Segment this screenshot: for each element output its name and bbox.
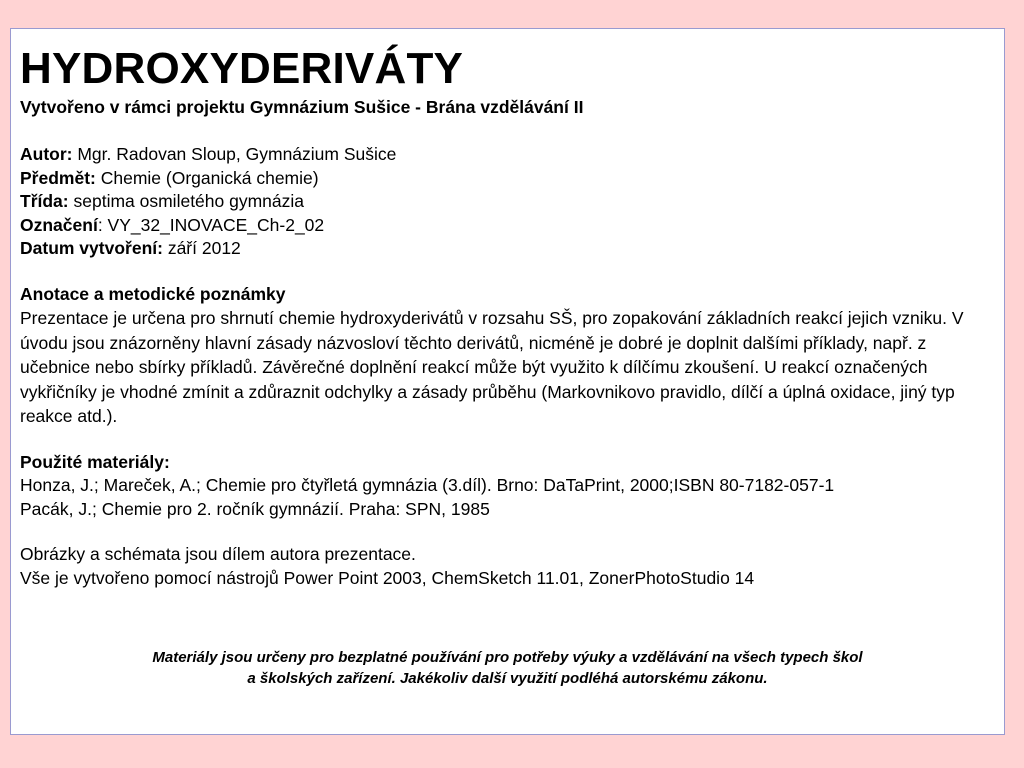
annotation-heading: Anotace a metodické poznámky [20, 283, 286, 304]
class-value: septima osmiletého gymnázia [68, 191, 305, 211]
materials-heading: Použité materiály: [20, 451, 170, 472]
spacer [20, 429, 995, 451]
license-line-2: a školských zařízení. Jakékoliv další využití podléhá autorskému zákonu. [247, 670, 768, 687]
spacer [20, 521, 995, 543]
code-value: : VY_32_INOVACE_Ch-2_02 [97, 214, 325, 235]
date-line [20, 237, 995, 261]
author-value: Mgr. Radovan Sloup, Gymnázium Sušice [72, 144, 397, 164]
spacer [20, 261, 995, 283]
project-subtitle: Vytvořeno v rámci projektu Gymnázium Sušice - Brána vzdělávání II [20, 97, 584, 117]
page-title: HYDROXYDERIVÁTY [20, 44, 464, 93]
note-line: Obrázky a schémata jsou dílem autora prezentace. [20, 544, 416, 564]
date-value: září 2012 [162, 238, 241, 258]
code-label: Označení [20, 214, 98, 235]
code-line [20, 214, 995, 238]
subject-line [20, 167, 995, 191]
material-item: Pacák, J.; Chemie pro 2. ročník gymnázií. Praha: SPN, 1985 [20, 498, 490, 519]
author-label: Autor: [20, 144, 73, 164]
license-footer [11, 647, 1004, 689]
class-label: Třída: [20, 191, 69, 211]
license-line-1: Materiály jsou určeny pro bezplatné používání pro potřeby výuky a vzdělávání na všech typech škol [152, 649, 863, 666]
subject-label: Předmět: [20, 167, 96, 188]
slide-content [20, 43, 995, 590]
subject-value: Chemie (Organická chemie) [95, 167, 319, 188]
slide [10, 28, 1005, 735]
author-line [20, 143, 995, 167]
class-line [20, 190, 995, 214]
material-item: Honza, J.; Mareček, A.; Chemie pro čtyřletá gymnázia (3.díl). Brno: DaTaPrint, 2000;ISBN 80-7182-057-1 [20, 475, 835, 495]
date-label: Datum vytvoření: [20, 238, 163, 258]
note-line: Vše je vytvořeno pomocí nástrojů Power Point 2003, ChemSketch 11.01, ZonerPhotoStudio 14 [20, 567, 755, 588]
annotation-text: Prezentace je určena pro shrnutí chemie hydroxyderivátů v rozsahu SŠ, pro zopakování základních reakcí jejich vzniku. V úvodu jsou znázorněny hlavní zásady názvosloví těchto derivátů, nicméně je dobré je doplnit dalšími příklady, např. z učebnice nebo sbírky příkladů. Závěrečné doplnění reakcí může být využito k dílčímu zkoušení. U reakcí označených vykřičníky je vhodné zmínit a zdůraznit odchylky a zásady průběhu (Markovnikovo pravidlo, dílčí a úplná oxidace, jiný typ reakce atd.). [20, 308, 964, 426]
